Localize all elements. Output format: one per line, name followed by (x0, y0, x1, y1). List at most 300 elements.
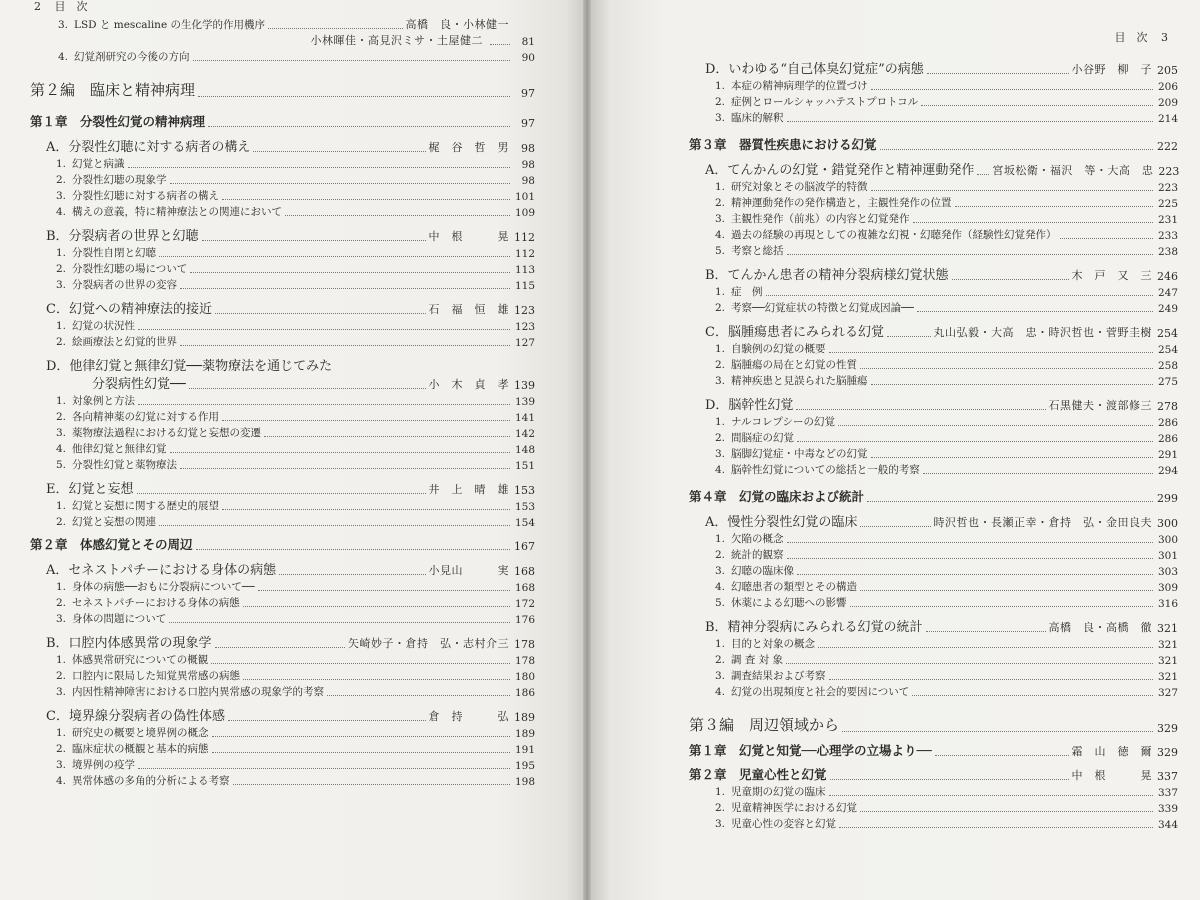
toc-item-title (715, 595, 847, 610)
page-number: 3 (1161, 31, 1168, 44)
toc-item[interactable] (689, 429, 1178, 445)
toc-section-cont[interactable] (30, 374, 535, 392)
entry-page: 209 (1157, 97, 1178, 109)
entry-page: 231 (1157, 214, 1178, 226)
entry-text: 脳幹性幻覚についての総括と一般的考察 (731, 464, 920, 476)
entry-page: 90 (521, 52, 535, 64)
toc-item-title (56, 261, 187, 276)
toc-item-title (715, 110, 784, 125)
toc-item-title (56, 334, 177, 349)
toc-section-title (46, 298, 212, 317)
toc-item[interactable] (30, 155, 535, 171)
toc-item[interactable] (689, 356, 1178, 372)
entry-page: 141 (514, 412, 535, 424)
entry-text: 第２章 体感幻覚とその周辺 (30, 537, 193, 552)
item-number: 3. (715, 670, 726, 682)
toc-chapter[interactable] (689, 739, 1178, 759)
toc-item[interactable] (30, 756, 535, 772)
entry-author: 小林暉佳・高見沢ミサ・土屋健二 (310, 34, 483, 47)
entry-page: 254 (1157, 344, 1178, 356)
leader-dots (215, 312, 426, 314)
toc-chapter-title (689, 135, 877, 153)
toc-item[interactable] (30, 651, 535, 667)
entry-text: B．精神分裂病にみられる幻覚の統計 (705, 620, 923, 635)
item-number: 2. (56, 174, 67, 186)
entry-page: 291 (1157, 449, 1178, 461)
toc-item[interactable] (30, 440, 535, 456)
entry-text: C．脳腫瘍患者にみられる幻覚 (705, 325, 884, 340)
toc-item-title (715, 652, 783, 667)
toc-item[interactable] (689, 651, 1178, 667)
entry-text: C．境界線分裂病者の偽性体感 (46, 709, 225, 724)
entry-page: 309 (1157, 582, 1178, 594)
toc-item-title (56, 245, 156, 260)
toc-item-title (56, 318, 135, 333)
leader-dots (233, 783, 511, 785)
entry-page: 223 (1158, 165, 1180, 178)
toc-item[interactable] (689, 283, 1178, 299)
entry-author: 矢崎妙子・倉持 弘・志村介三 (348, 637, 509, 650)
leader-dots (264, 435, 510, 437)
toc-item-title (56, 277, 177, 292)
entry-text: 分裂病者の世界の変容 (72, 279, 177, 291)
item-number: 1. (56, 247, 67, 259)
left-page (0, 0, 583, 900)
leader-dots (180, 287, 510, 289)
leader-dots (215, 646, 345, 648)
toc-item[interactable] (689, 635, 1178, 651)
toc-item[interactable] (30, 48, 535, 64)
toc-item[interactable] (30, 317, 535, 333)
entry-page: 321 (1157, 671, 1178, 683)
toc-item[interactable] (30, 276, 535, 292)
toc-item[interactable] (689, 372, 1178, 388)
leader-dots (766, 294, 1154, 296)
toc-item[interactable] (689, 109, 1178, 125)
item-number: 1. (56, 581, 67, 593)
toc-item[interactable] (689, 93, 1178, 109)
entry-text: 精神疾患と見誤られた脳腫瘍 (731, 375, 868, 387)
entry-page: 238 (1157, 246, 1178, 258)
toc-item-title (715, 211, 910, 226)
item-number: 2. (56, 411, 67, 423)
toc-chapter[interactable] (30, 533, 535, 553)
toc-item-title (56, 725, 209, 740)
toc-item-title (715, 414, 835, 429)
entry-page: 205 (1157, 64, 1178, 77)
entry-text: 身体の病態──おもに分裂病について── (72, 581, 255, 593)
entry-page: 167 (514, 540, 535, 553)
entry-page: 153 (514, 484, 535, 497)
item-number: 2. (56, 597, 67, 609)
entry-page: 112 (514, 248, 535, 260)
leader-dots (927, 72, 1069, 74)
toc-item[interactable] (689, 461, 1178, 477)
toc-section-group (689, 158, 1178, 258)
toc-item-title (715, 227, 1057, 242)
leader-dots (818, 646, 1153, 648)
item-number: 4. (715, 581, 726, 593)
toc-part-title (30, 79, 195, 100)
toc-item[interactable] (689, 210, 1178, 226)
entry-text: 主観性発作（前兆）の内容と幻覚発作 (731, 213, 910, 225)
toc-item[interactable] (30, 203, 535, 219)
entry-page: 97 (521, 87, 535, 100)
toc-section-title (46, 355, 332, 374)
toc-item-title (58, 49, 190, 64)
toc-part[interactable] (689, 713, 1178, 735)
toc-item[interactable] (689, 77, 1178, 93)
page-number: 2 (34, 0, 41, 13)
toc-item[interactable] (689, 683, 1178, 699)
toc-item[interactable] (30, 740, 535, 756)
toc-item[interactable] (30, 392, 535, 408)
toc-item-title (56, 156, 125, 171)
toc-item-title (56, 773, 230, 788)
item-number: 5. (715, 245, 726, 257)
entry-text: 口腔内に限局した知覚異常感の病態 (72, 670, 240, 682)
entry-author: 小見山 実 (428, 564, 509, 577)
entry-author: 小谷野 柳 子 (1071, 63, 1152, 76)
toc-section[interactable] (30, 224, 535, 244)
item-number: 4. (58, 51, 69, 63)
entry-text: E．幻覚と妄想 (46, 482, 134, 497)
toc-section-title (46, 559, 276, 578)
entry-text: 研究対象とその脳波学的特徴 (731, 181, 868, 193)
toc-item[interactable] (30, 513, 535, 529)
entry-page: 339 (1157, 803, 1178, 815)
entry-text: 児童心性の変容と幻覚 (731, 818, 836, 830)
entry-text: 分裂病性幻覚── (92, 377, 186, 392)
entry-author: 霜 山 徳 爾 (1071, 745, 1152, 758)
item-number: 1. (715, 80, 726, 92)
toc-item[interactable] (689, 799, 1178, 815)
item-number: 3. (715, 818, 726, 830)
entry-page: 81 (521, 36, 535, 48)
toc-item[interactable] (30, 594, 535, 610)
entry-text: 分裂性幻聴に対する病者の構え (72, 190, 219, 202)
toc-section[interactable] (30, 558, 535, 578)
leader-dots (839, 826, 1153, 828)
item-number: 1. (56, 654, 67, 666)
toc-section-title (46, 632, 212, 651)
leader-dots (850, 605, 1154, 607)
entry-page: 98 (521, 159, 535, 171)
toc-item[interactable] (30, 724, 535, 740)
leader-dots (860, 810, 1153, 812)
entry-author: 高橋 良・高橋 徹 (1048, 621, 1152, 634)
entry-page: 321 (1157, 639, 1178, 651)
entry-page: 168 (514, 582, 535, 594)
entry-text: 第３編 周辺領域から (689, 716, 840, 734)
toc-item[interactable] (689, 594, 1178, 610)
entry-page: 246 (1157, 270, 1178, 283)
toc-item[interactable] (30, 260, 535, 276)
leader-dots (867, 500, 1153, 502)
entry-text: 境界例の疫学 (72, 759, 135, 771)
leader-dots (913, 221, 1154, 223)
toc-item[interactable] (30, 456, 535, 472)
toc-item[interactable] (689, 783, 1178, 799)
toc-item[interactable] (689, 815, 1178, 831)
entry-text: D．他律幻覚と無律幻覚──薬物療法を通じてみた (46, 359, 333, 374)
entry-page: 154 (514, 517, 535, 529)
toc-section-title (46, 705, 225, 724)
toc-item[interactable] (689, 578, 1178, 594)
entry-page: 112 (514, 231, 535, 244)
entry-author: 石 福 恒 雄 (428, 303, 509, 316)
toc-item-title (715, 563, 794, 578)
leader-dots (137, 492, 426, 494)
entry-text: 幻聴患者の類型とその構造 (731, 581, 857, 593)
entry-page: 206 (1157, 81, 1178, 93)
leader-dots (955, 205, 1154, 207)
toc-item-title (715, 195, 952, 210)
entry-page: 329 (1157, 746, 1178, 759)
toc-section[interactable] (30, 135, 535, 155)
item-number: 2. (56, 743, 67, 755)
toc-item[interactable] (30, 424, 535, 440)
toc-section-group (30, 135, 535, 219)
leader-dots (926, 630, 1046, 632)
item-number: 3. (56, 427, 67, 439)
toc-section[interactable] (689, 510, 1178, 530)
leader-dots (838, 424, 1153, 426)
toc-item[interactable] (30, 333, 535, 349)
toc-part[interactable] (30, 78, 535, 100)
entry-page: 233 (1157, 230, 1178, 242)
toc-item[interactable] (30, 171, 535, 187)
toc-section-group (30, 704, 535, 788)
leader-dots (787, 253, 1154, 255)
toc-section-cont-title (92, 373, 186, 392)
toc-item-title (56, 457, 177, 472)
toc-item[interactable] (30, 683, 535, 699)
leader-dots (871, 88, 1154, 90)
entry-text: セネストパチーにおける身体の病態 (72, 597, 240, 609)
item-number: 4. (56, 206, 67, 218)
entry-page: 300 (1157, 517, 1178, 530)
toc-section[interactable] (30, 631, 535, 651)
entry-page: 148 (514, 444, 535, 456)
entry-text: 第４章 幻覚の臨床および統計 (689, 489, 865, 504)
entry-page: 101 (514, 191, 535, 203)
toc-section[interactable] (30, 354, 535, 374)
leader-dots (796, 408, 1045, 410)
toc-item-title (56, 611, 166, 626)
toc-section[interactable] (30, 297, 535, 317)
toc-item-title (56, 441, 167, 456)
toc-item-title (715, 462, 920, 477)
toc-section[interactable] (689, 320, 1178, 340)
item-number: 2. (56, 336, 67, 348)
toc-chapter[interactable] (689, 763, 1178, 783)
entry-page: 178 (514, 655, 535, 667)
entry-page: 249 (1157, 303, 1178, 315)
entry-text: 調査結果および考察 (731, 670, 826, 682)
entry-text: 身体の問題について (72, 613, 167, 625)
leader-dots (860, 525, 930, 527)
item-number: 3. (58, 19, 69, 31)
toc-item-title (56, 498, 219, 513)
toc-left (0, 16, 583, 792)
leader-dots (880, 148, 1153, 150)
toc-chapter[interactable] (689, 485, 1178, 505)
leader-dots (285, 214, 510, 216)
entry-page: 329 (1157, 722, 1178, 735)
item-number: 2. (56, 670, 67, 682)
toc-item[interactable] (689, 299, 1178, 315)
running-head-title: 目 次 (1114, 31, 1148, 44)
toc-item-title (715, 636, 815, 651)
toc-item[interactable] (689, 445, 1178, 461)
entry-text: 分裂性幻覚と薬物療法 (72, 459, 177, 471)
toc-item[interactable] (30, 408, 535, 424)
toc-item[interactable] (689, 178, 1178, 194)
entry-text: 内因性精神障害における口腔内異常感の現象学的考察 (72, 686, 324, 698)
entry-text: 精神運動発作の発作構造と，主観性発作の位置 (731, 197, 952, 209)
toc-item[interactable] (30, 244, 535, 260)
leader-dots (860, 589, 1153, 591)
toc-section[interactable] (689, 615, 1178, 635)
entry-author: 井 上 晴 雄 (428, 483, 509, 496)
item-number: 5. (56, 459, 67, 471)
leader-dots (490, 43, 510, 45)
leader-dots (180, 344, 510, 346)
toc-item[interactable] (30, 16, 535, 32)
toc-item[interactable] (689, 562, 1178, 578)
entry-text: 臨床症状の概観と基本的病態 (72, 743, 209, 755)
leader-dots (887, 335, 931, 337)
toc-item-title (56, 652, 208, 667)
entry-page: 225 (1157, 198, 1178, 210)
entry-page: 254 (1157, 327, 1178, 340)
entry-text: 児童期の幻覚の臨床 (731, 786, 826, 798)
toc-item-title (715, 579, 857, 594)
toc-item-title (56, 595, 240, 610)
toc-chapter[interactable] (30, 110, 535, 130)
toc-chapter-title (689, 765, 827, 783)
toc-item-title (56, 579, 255, 594)
toc-item[interactable] (689, 226, 1178, 242)
entry-text: 休薬による幻聴への影響 (731, 597, 847, 609)
toc-section-group (30, 631, 535, 699)
toc-item[interactable] (30, 667, 535, 683)
toc-item[interactable] (30, 610, 535, 626)
entry-page: 113 (514, 264, 535, 276)
leader-dots (830, 778, 1069, 780)
toc-item-title (715, 684, 909, 699)
leader-dots (190, 271, 510, 273)
toc-item[interactable] (30, 497, 535, 513)
entry-text: 幻覚の出現頻度と社会的要因について (731, 686, 910, 698)
toc-section[interactable] (30, 477, 535, 497)
leader-dots (786, 662, 1153, 664)
entry-text: B．分裂病者の世界と幻聴 (46, 229, 199, 244)
toc-section[interactable] (689, 393, 1178, 413)
entry-author: 倉 持 弘 (428, 710, 509, 723)
toc-section[interactable] (689, 263, 1178, 283)
item-number: 2. (715, 359, 726, 371)
toc-item-title (715, 784, 826, 799)
toc-section-title (46, 136, 250, 155)
toc-item[interactable] (689, 194, 1178, 210)
toc-item-title (715, 446, 868, 461)
toc-chapter-title (689, 741, 932, 759)
entry-page: 337 (1157, 770, 1178, 783)
leader-dots (253, 150, 425, 152)
leader-dots (1060, 237, 1154, 239)
entry-page: 247 (1157, 287, 1178, 299)
toc-section[interactable] (30, 704, 535, 724)
entry-page: 123 (514, 304, 535, 317)
leader-dots (871, 383, 1154, 385)
toc-section-group (30, 558, 535, 626)
entry-page: 172 (514, 598, 535, 610)
toc-item-title (56, 172, 167, 187)
leader-dots (159, 524, 510, 526)
entry-text: 幻覚剤研究の今後の方向 (74, 51, 190, 63)
toc-item[interactable] (689, 242, 1178, 258)
entry-page: 176 (514, 614, 535, 626)
toc-item-title (56, 668, 240, 683)
toc-item[interactable] (689, 340, 1178, 356)
book-gutter (583, 0, 591, 900)
item-number: 1. (56, 158, 67, 170)
item-number: 3. (56, 613, 67, 625)
toc-item[interactable] (689, 413, 1178, 429)
toc-chapter[interactable] (689, 133, 1178, 153)
entry-text: D．脳幹性幻覚 (705, 398, 794, 413)
toc-item[interactable] (689, 667, 1178, 683)
toc-item[interactable] (689, 530, 1178, 546)
entry-page: 189 (514, 728, 535, 740)
toc-section-title (705, 159, 974, 178)
entry-page: 186 (514, 687, 535, 699)
toc-item-author-cont (30, 32, 535, 48)
entry-text: 分裂性自閉と幻聴 (72, 247, 156, 259)
toc-item[interactable] (30, 578, 535, 594)
toc-chapter-title (689, 487, 864, 505)
entry-text: 第１章 分裂性幻覚の精神病理 (30, 114, 206, 129)
leader-dots (871, 189, 1154, 191)
toc-item-title (715, 430, 794, 445)
item-number: 3. (56, 279, 67, 291)
entry-page: 189 (514, 711, 535, 724)
toc-section[interactable] (689, 158, 1178, 178)
leader-dots (787, 541, 1154, 543)
leader-dots (829, 351, 1154, 353)
toc-section-group (689, 615, 1178, 699)
running-head-left (34, 0, 98, 14)
entry-author: 中 根 晃 (1071, 769, 1152, 782)
entry-page: 142 (514, 428, 535, 440)
toc-part-title (689, 714, 839, 735)
toc-section[interactable] (689, 57, 1178, 77)
entry-page: 109 (514, 207, 535, 219)
entry-page: 178 (514, 638, 535, 651)
toc-item-title (56, 393, 135, 408)
toc-item-title (715, 668, 826, 683)
toc-item[interactable] (30, 187, 535, 203)
toc-item[interactable] (689, 546, 1178, 562)
leader-dots (180, 467, 510, 469)
entry-page: 198 (514, 776, 535, 788)
item-number: 1. (715, 181, 726, 193)
entry-text: A．慢性分裂性幻覚の臨床 (705, 515, 858, 530)
toc-item[interactable] (30, 772, 535, 788)
item-number: 4. (56, 775, 67, 787)
